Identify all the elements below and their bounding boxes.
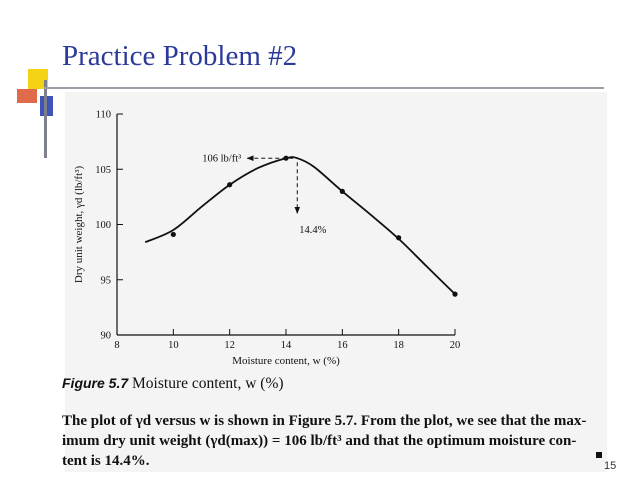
data-point — [340, 189, 345, 194]
x-tick-label: 18 — [393, 340, 404, 351]
optimum-moisture-label: 14.4% — [299, 225, 327, 237]
y-axis-label: Dry unit weight, γd (lb/ft³) — [73, 165, 85, 284]
data-point — [396, 235, 401, 240]
x-tick-label: 12 — [224, 340, 235, 351]
y-tick-label: 110 — [95, 109, 111, 121]
figure-caption-text: Moisture content, w (%) — [132, 375, 284, 392]
x-tick-label: 16 — [337, 340, 348, 351]
y-tick-label: 105 — [95, 164, 111, 176]
end-of-example-mark — [596, 452, 602, 458]
x-axis-label: Moisture content, w (%) — [232, 355, 340, 367]
max-dry-weight-label: 106 lb/ft³ — [202, 153, 242, 165]
slide-title: Practice Problem #2 — [62, 40, 298, 72]
body-line: imum dry unit weight (γd(max)) = 106 lb/ft³ and that the optimum moisture con- — [62, 433, 577, 449]
y-tick-label: 90 — [100, 330, 111, 342]
y-tick-label: 100 — [95, 220, 111, 231]
data-point — [452, 292, 457, 297]
data-point — [227, 182, 232, 187]
x-tick-label: 14 — [280, 340, 292, 351]
figure-label: Figure 5.7 — [62, 375, 129, 391]
x-tick-label: 8 — [114, 340, 120, 351]
body-line: tent is 14.4%. — [62, 453, 150, 469]
body-line: The plot of γd versus w is shown in Figure 5.7. From the plot, we see that the max- — [62, 413, 587, 429]
figure-caption — [62, 375, 284, 393]
body-paragraph — [62, 411, 612, 471]
x-tick-label: 20 — [449, 340, 461, 351]
page-number: 15 — [604, 460, 617, 472]
x-tick-label: 10 — [168, 340, 179, 351]
y-tick-label: 95 — [100, 275, 111, 287]
data-point — [171, 232, 176, 237]
